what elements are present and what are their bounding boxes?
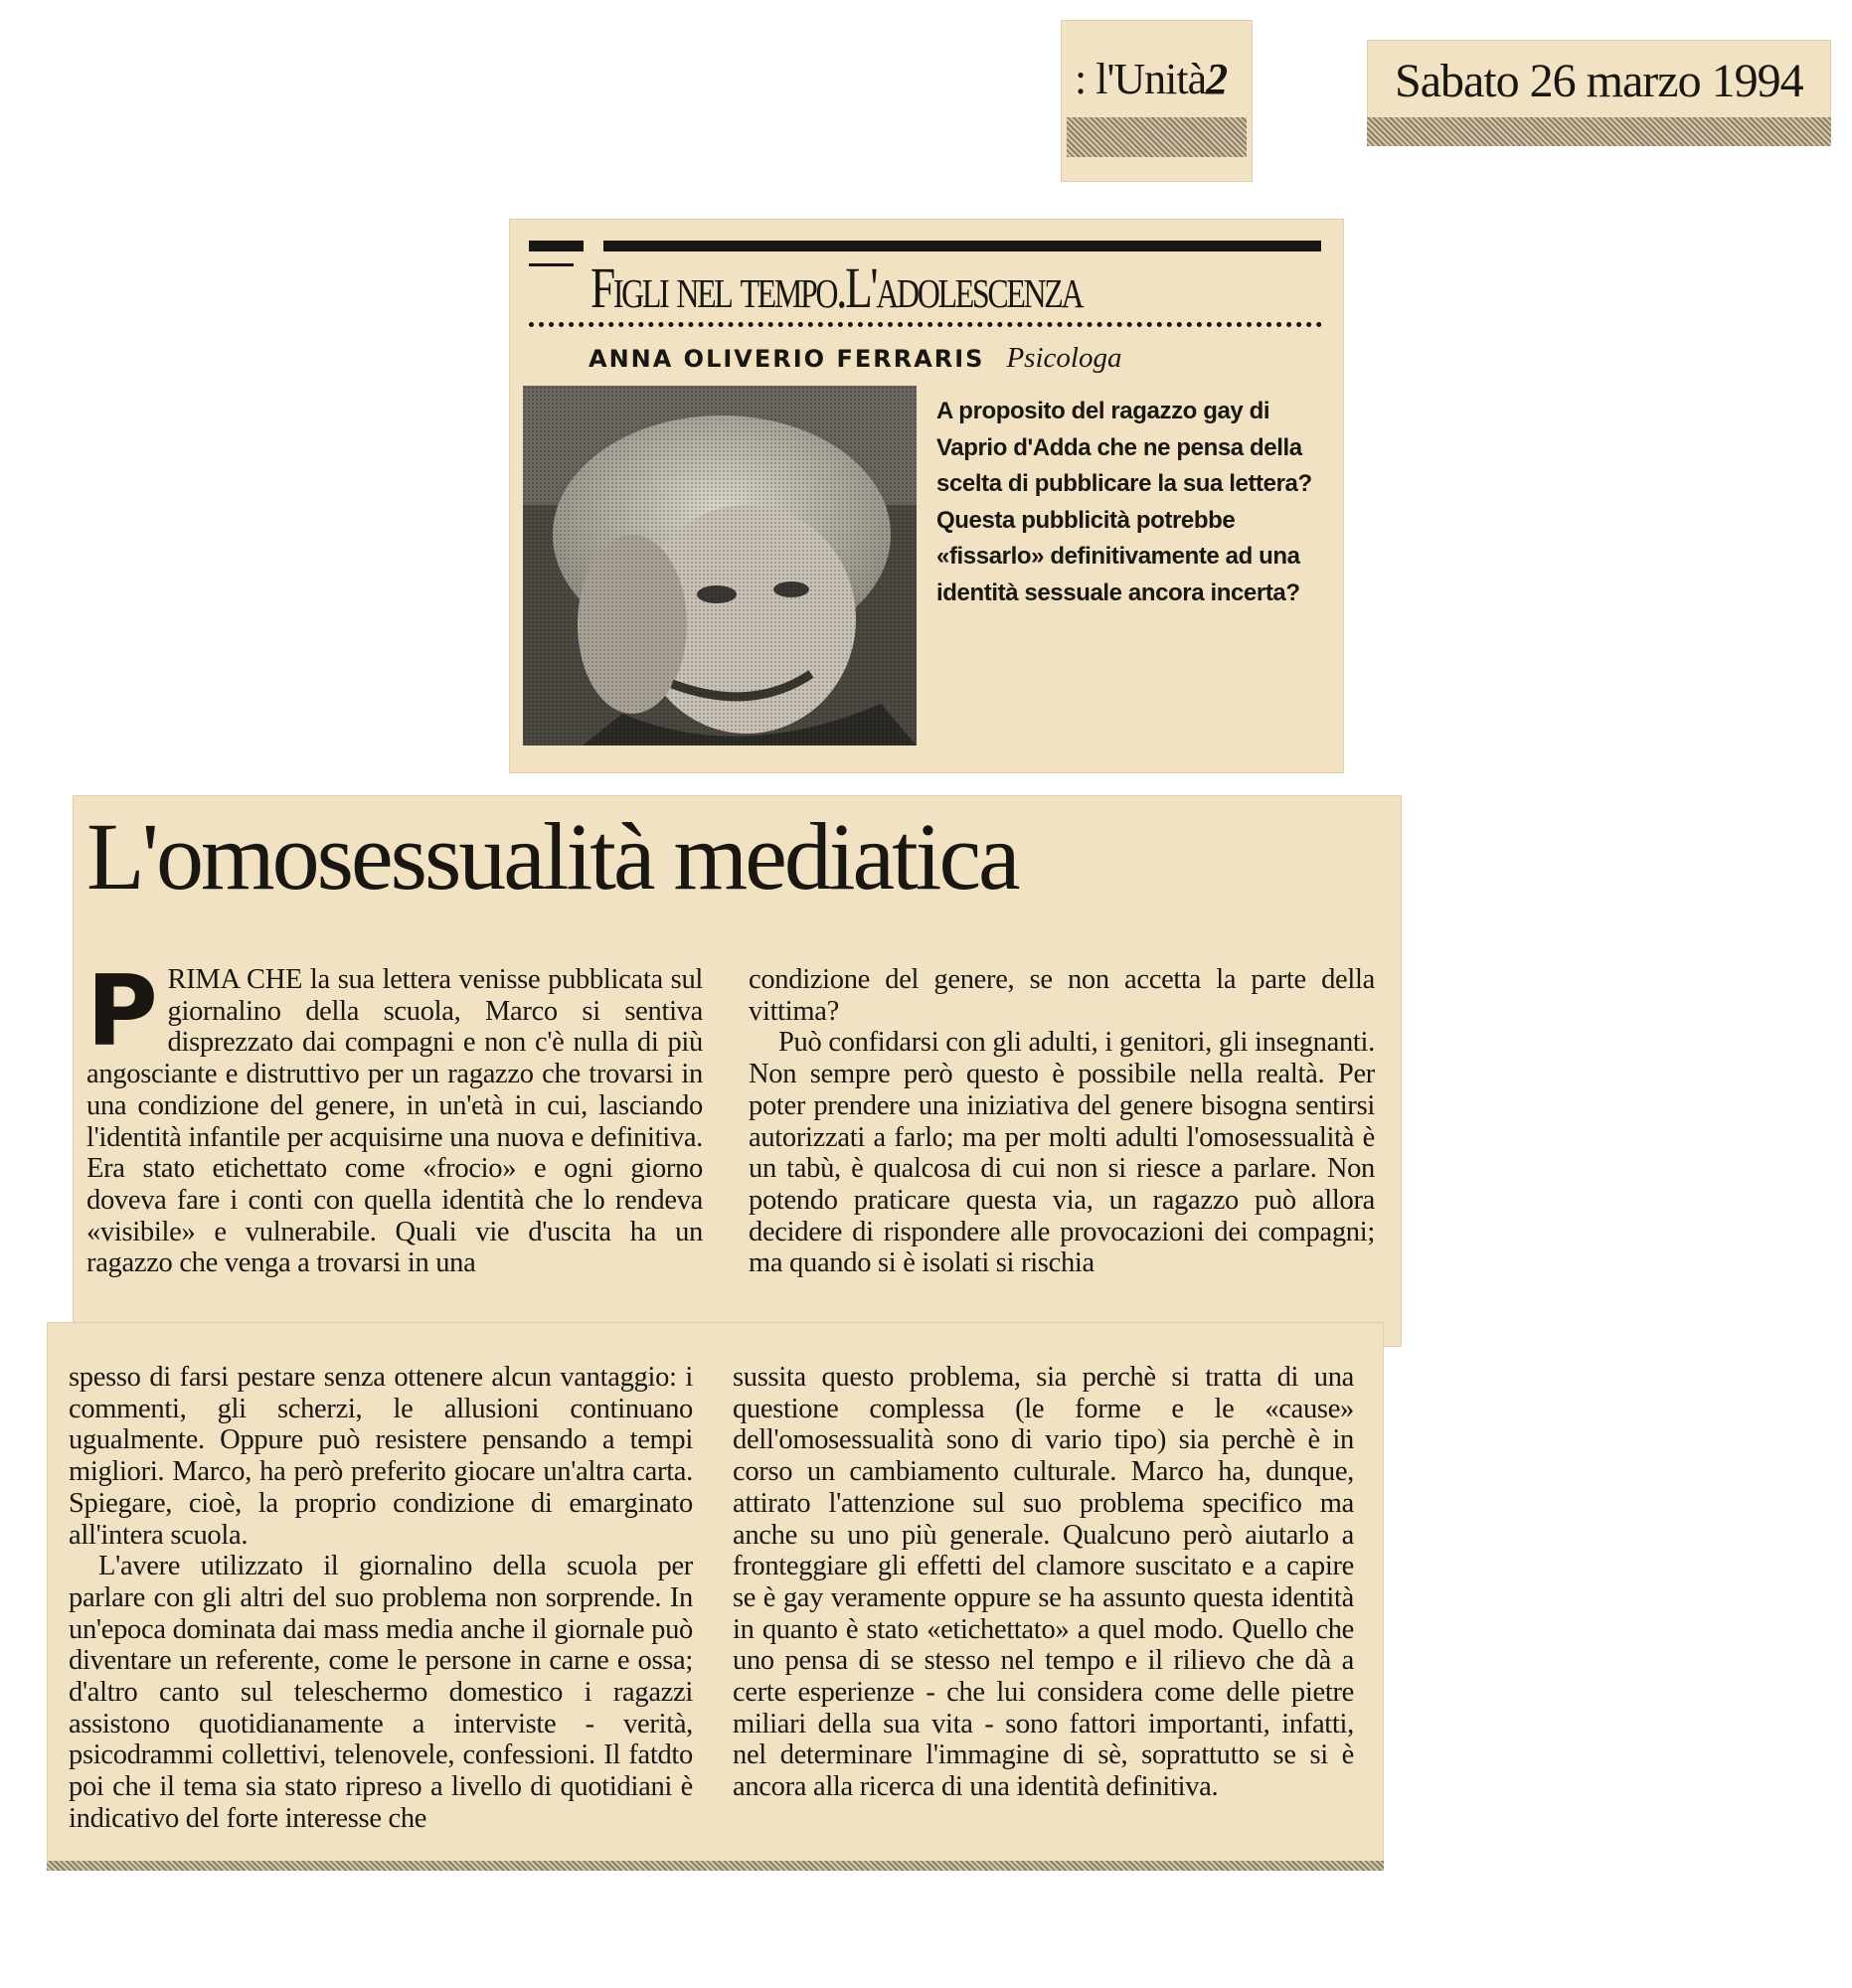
article-clipping-top — [73, 795, 1402, 1347]
date-hatch-bar — [1367, 117, 1831, 146]
article-paragraph — [86, 955, 704, 1279]
title-rule-short — [529, 241, 584, 251]
dotted-divider — [529, 322, 1322, 327]
article-column-1 — [86, 955, 704, 1279]
article-column-3 — [69, 1362, 693, 1835]
author-photo — [523, 386, 917, 746]
column-header-clipping — [509, 219, 1344, 773]
article-column-2 — [749, 964, 1375, 1279]
paragraph-text: la sua lettera venisse pubblicata sul giornalino della scuola, Marco si sentiva disprezzato dai compagni e non c'è nulla di più angosciante e distruttivo per un ragazzo che trovarsi in una condizione del genere, in un'età in cui, lasciando l'identità infantile per acquisirne una nuova e definitiva. Era stato etichettato come «frocio» e ogni giorno doveva fare i conti con quella identità che lo rendeva «visibile» e vulnerabile. Quali vie d'uscita ha un ragazzo che venga a trovarsi in una — [86, 964, 704, 1279]
publication-date: Sabato 26 marzo 1994 — [1395, 55, 1803, 107]
newspaper-name: : l'Unità2 — [1075, 55, 1228, 103]
byline — [589, 342, 1121, 375]
date-clipping — [1367, 40, 1831, 146]
article-column-4 — [733, 1362, 1354, 1803]
article-clipping-bottom — [47, 1322, 1384, 1871]
masthead-hatch-bar — [1067, 117, 1247, 157]
title-rule-thin — [529, 263, 574, 266]
intro-question: A proposito del ragazzo gay di Vaprio d'Adda che ne pensa della scelta di pubblicare la sua lettera? Questa pubblicità potrebbe «fissarlo» definitivamente ad una identità sessuale ancora incerta? — [936, 398, 1312, 606]
bottom-hatch-bar — [47, 1861, 1384, 1871]
article-paragraph: spesso di farsi pestare senza ottenere alcun vantaggio: i commenti, gli scherzi, le allusioni continuano ugualmente. Oppure può resistere pensando a tempi migliori. Marco, ha però preferito giocare un'altra carta. Spiegare, cioè, la proprio condizione di emarginato all'intera scuola. — [69, 1362, 693, 1551]
author-portrait-image — [523, 386, 917, 746]
drop-cap: P — [86, 955, 158, 1069]
article-paragraph: condizione del genere, se non accetta la parte della vittima? — [749, 964, 1375, 1027]
article-paragraph: L'avere utilizzato il giornalino della scuola per parlare con gli altri del suo problema non sorprende. In un'epoca dominata dai mass media anche il giornale può diventare un referente, come le persone in carne e ossa; d'altro canto sul teleschermo domestico i ragazzi assistono quotidianamente a interviste - verità, psicodrammi collettivi, telenovele, confessioni. Il fatdto poi che il tema sia stato ripreso a livello di quotidiani è indicativo del forte interesse che — [69, 1551, 693, 1834]
masthead-clipping — [1061, 20, 1253, 182]
column-title: Figli nel tempo.L'adolescenza — [590, 255, 1083, 320]
article-paragraph: sussita questo problema, sia perchè si tratta di una questione complessa (le forme e le «cause» dell'omosessualità sono di vario tipo) sia perchè è in corso un cambiamento culturale. Marco ha, dunque, attirato l'attenzione sul suo problema specifico ma anche su uno più generale. Qualcuno però aiutarlo a fronteggiare gli effetti del clamore suscitato e a capire se è gay veramente oppure se ha assunto questa identità in quanto è stato «etichettato» a quel modo. Quello che uno pensa di se stesso nel tempo e il rilievo che dà a certe esperienze - che lui considera come delle pietre miliari della sua vita - sono fattori importanti, infatti, nel determinare l'immagine di sè, soprattutto se si è ancora alla ricerca di una identità definitiva. — [733, 1362, 1354, 1803]
title-rule-long — [603, 241, 1321, 251]
article-paragraph: Può confidarsi con gli adulti, i genitori, gli insegnanti. Non sempre però questo è possibile nella realtà. Per poter prendere una iniziativa del genere bisogna sentirsi autorizzati a farlo; ma per molti adulti l'omosessualità è un tabù, è qualcosa di cui non si riesce a parlare. Non potendo praticare questa via, un ragazzo può allora decidere di rispondere alle provocazioni dei compagni; ma quando si è isolati si rischia — [749, 1027, 1375, 1279]
article-headline: L'omosessualità mediatica — [86, 803, 1018, 910]
author-name: ANNA OLIVERIO FERRARIS — [589, 345, 985, 373]
author-role: Psicologa — [1006, 342, 1122, 374]
lead-in: RIMA CHE — [167, 964, 303, 995]
